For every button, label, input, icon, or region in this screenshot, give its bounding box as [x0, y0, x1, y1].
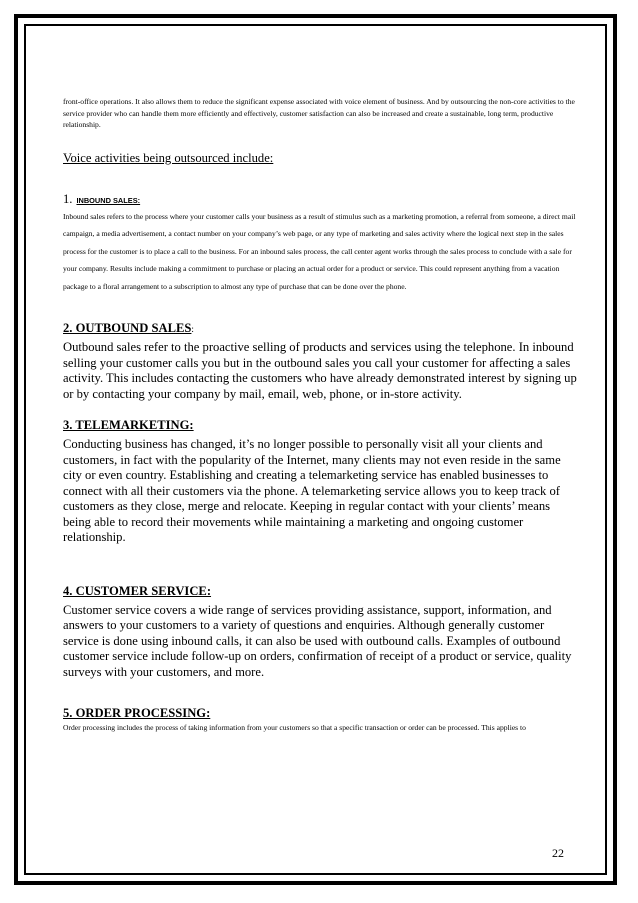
outbound-sales-body: Outbound sales refer to the proactive selling of products and services using the telephone. In inbound selling your customer calls you but in the outbound sales you call your customer for affecting a sales activity. This includes contacting the customers who have already demonstrated interest by signing up or by contacting your company by mail, email, web, phone, or in-store activity.: [63, 340, 577, 401]
page-content: [63, 96, 578, 735]
outbound-sales-title: 2. OUTBOUND SALES: [63, 321, 192, 336]
inbound-sales-number: 1.: [63, 191, 73, 206]
inbound-sales-title: INBOUND SALES:: [76, 195, 141, 205]
inbound-sales-heading: [63, 190, 578, 208]
voice-activities-heading: Voice activities being outsourced include:: [63, 150, 274, 165]
outbound-sales-heading: [63, 321, 578, 336]
intro-paragraph: front-office operations. It also allows them to reduce the significant expense associated with voice element of business. And by outsourcing the non-core activities to the service provider who can handle them more efficiently and effectively, customer satisfaction can also be increased and create a sustainable, long term, productive relationship.: [63, 97, 575, 129]
customer-service-title: 4. CUSTOMER SERVICE:: [63, 583, 212, 598]
outbound-sales-colon: :: [191, 324, 194, 335]
page-number: 22: [552, 846, 564, 860]
telemarketing-heading: [63, 418, 578, 433]
order-processing-title: 5. ORDER PROCESSING:: [63, 706, 211, 721]
telemarketing-body: Conducting business has changed, it’s no longer possible to personally visit all your clients and customers, in fact with the popularity of the Internet, many clients may not even reside in the same city or even country. Establishing and creating a telemarketing service has enabled businesses to connect with all their customers via the phone. A telemarketing service allows you to keep track of customers as they close, merge and relocate. Keeping in regular contact with your clients’ means being able to record their movements while maintaining a marketing and ongoing customer relationship.: [63, 437, 561, 545]
order-processing-body: Order processing includes the process of taking information from your customers so that a specific transaction or order can be processed. This applies to: [63, 723, 526, 733]
customer-service-heading: [63, 584, 578, 599]
order-processing-heading: [63, 706, 578, 721]
inbound-sales-body: Inbound sales refers to the process where your customer calls your business as a result of stimulus such as a marketing promotion, a referral from someone, a direct mail campaign, a media advertisement, a contact number on your company’s web page, or any type of marketing and sales activity where the logical next step in the sales process for the customer is to place a call to the business. For an inbound sales process, the call center agent works through the sales process to conclude with a sale for your company. Results include making a commitment to purchase or placing an actual order for a product or service. This could represent anything from a vacation package to a floral arrangement to a subscription to almost any type of purchase that can be done over the phone.: [63, 211, 576, 291]
customer-service-body: Customer service covers a wide range of services providing assistance, support, information, and answers to your customers to a variety of questions and enquiries. Although generally customer service is done using inbound calls, it can also be used with outbound calls. Examples of outbound customer service include follow-up on orders, confirmation of receipt of a product or service, quality surveys with your customers, and more.: [63, 602, 572, 679]
telemarketing-title: 3. TELEMARKETING:: [63, 418, 194, 433]
